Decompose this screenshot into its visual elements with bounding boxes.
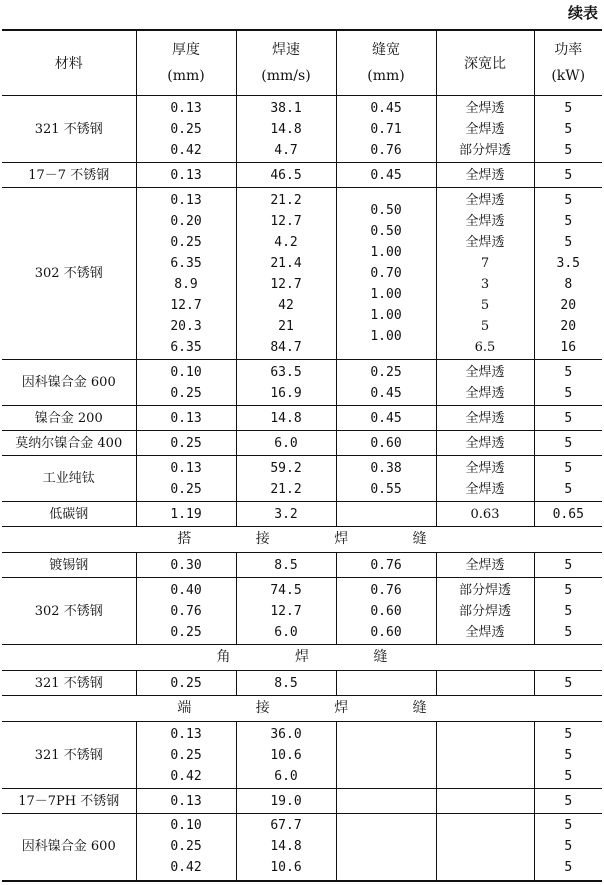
gap-text: 0.45 0.71 0.76 <box>370 100 402 158</box>
thickness-text: 0.13 0.25 0.42 <box>170 100 202 158</box>
section-heading-row <box>2 645 602 671</box>
thickness-text: 0.10 0.25 0.42 <box>170 818 202 876</box>
material-text: 17－7 不锈钢 <box>28 167 110 183</box>
gap-cell <box>336 722 436 789</box>
power-cell <box>534 553 602 578</box>
speed-cell <box>236 789 336 814</box>
speed-cell <box>236 163 336 188</box>
speed-cell <box>236 671 336 696</box>
header-power: 功率 (kW) <box>534 30 602 96</box>
speed-text: 38.1 14.8 4.7 <box>270 100 302 158</box>
thickness-cell <box>136 553 236 578</box>
ratio-text: 全焊透 <box>465 557 505 573</box>
speed-text: 74.5 12.7 6.0 <box>270 582 302 640</box>
power-cell <box>534 188 602 360</box>
thickness-text: 0.13 <box>170 167 202 183</box>
material-text: 321 不锈钢 <box>34 121 103 137</box>
power-cell <box>534 406 602 431</box>
header-speed: 焊速 (mm/s) <box>236 30 336 96</box>
speed-cell <box>236 553 336 578</box>
material-cell <box>2 96 136 163</box>
gap-text: 0.25 0.45 <box>370 364 402 401</box>
gap-cell <box>336 671 436 696</box>
thickness-text: 0.40 0.76 0.25 <box>170 582 202 640</box>
gap-cell <box>336 360 436 406</box>
header-ratio: 深宽比 <box>436 30 534 96</box>
section-heading-row <box>2 696 602 722</box>
material-cell <box>2 814 136 881</box>
material-text: 因科镍合金 600 <box>21 839 116 855</box>
material-cell <box>2 578 136 645</box>
material-cell <box>2 671 136 696</box>
ratio-cell <box>436 671 534 696</box>
thickness-cell <box>136 96 236 163</box>
ratio-cell <box>436 502 534 527</box>
ratio-cell <box>436 814 534 881</box>
thickness-text: 0.25 <box>170 675 202 691</box>
material-text: 因科镍合金 600 <box>21 375 116 390</box>
ratio-cell <box>436 163 534 188</box>
section-heading <box>2 645 602 671</box>
table-row <box>2 578 602 645</box>
thickness-cell <box>136 360 236 406</box>
speed-text: 59.2 21.2 <box>270 460 302 497</box>
speed-text: 46.5 <box>270 167 302 183</box>
table-row <box>2 553 602 578</box>
section-heading <box>2 696 602 722</box>
gap-cell <box>336 814 436 881</box>
header-material: 材料 <box>2 30 136 96</box>
power-text: 5 5 5 3.5 8 20 20 16 <box>556 192 580 355</box>
section-heading-text: 搭 接 焊 缝 <box>177 531 427 547</box>
speed-text: 67.7 14.8 10.6 <box>270 818 302 876</box>
gap-text: 0.76 <box>370 557 402 573</box>
material-text: 321 不锈钢 <box>34 675 103 691</box>
ratio-cell <box>436 360 534 406</box>
gap-text: 0.38 0.55 <box>370 460 402 497</box>
speed-text: 14.8 <box>270 410 302 426</box>
power-text: 5 <box>564 167 573 183</box>
material-cell <box>2 789 136 814</box>
speed-text: 36.0 10.6 6.0 <box>270 726 302 784</box>
speed-cell <box>236 814 336 881</box>
speed-cell <box>236 456 336 502</box>
gap-cell <box>336 553 436 578</box>
speed-text: 21.2 12.7 4.2 21.4 12.7 42 21 84.7 <box>270 192 302 355</box>
ratio-text: 部分焊透 部分焊透 全焊透 <box>458 582 511 640</box>
table-row <box>2 360 602 406</box>
section-heading-text: 端 接 焊 缝 <box>177 700 427 716</box>
speed-text: 19.0 <box>270 793 302 809</box>
speed-text: 3.2 <box>274 506 298 522</box>
speed-cell <box>236 722 336 789</box>
power-cell <box>534 163 602 188</box>
speed-text: 8.5 <box>274 675 298 691</box>
ratio-cell <box>436 553 534 578</box>
section-heading-row <box>2 527 602 553</box>
power-cell <box>534 578 602 645</box>
power-cell <box>534 502 602 527</box>
power-text: 5 5 5 <box>564 582 573 640</box>
header-gap: 缝宽 (mm) <box>336 30 436 96</box>
speed-text: 6.0 <box>274 435 298 451</box>
thickness-cell <box>136 163 236 188</box>
speed-cell <box>236 360 336 406</box>
power-text: 0.65 <box>552 506 584 522</box>
table-row <box>2 431 602 456</box>
speed-cell <box>236 406 336 431</box>
speed-text: 63.5 16.9 <box>270 364 302 401</box>
gap-cell <box>336 96 436 163</box>
speed-cell <box>236 188 336 360</box>
ratio-text: 全焊透 全焊透 <box>465 460 505 497</box>
gap-cell <box>336 163 436 188</box>
speed-cell <box>236 431 336 456</box>
gap-text: 0.76 0.60 0.60 <box>370 582 402 640</box>
material-cell <box>2 188 136 360</box>
ratio-text: 全焊透 <box>465 410 505 426</box>
power-text: 5 5 5 <box>564 100 573 158</box>
ratio-text: 全焊透 全焊透 全焊透 7 3 5 5 6.5 <box>465 192 505 355</box>
thickness-cell <box>136 188 236 360</box>
table-row <box>2 406 602 431</box>
speed-cell <box>236 502 336 527</box>
material-cell <box>2 456 136 502</box>
section-heading-text: 角 焊 缝 <box>216 649 388 665</box>
power-cell <box>534 96 602 163</box>
gap-cell <box>336 431 436 456</box>
section-heading <box>2 527 602 553</box>
material-text: 镀锡钢 <box>49 557 89 573</box>
power-text: 5 5 <box>564 364 573 401</box>
ratio-cell <box>436 96 534 163</box>
gap-cell <box>336 502 436 527</box>
speed-cell <box>236 578 336 645</box>
thickness-cell <box>136 578 236 645</box>
ratio-text: 全焊透 <box>465 435 505 451</box>
ratio-text: 全焊透 全焊透 <box>465 364 505 401</box>
thickness-text: 0.10 0.25 <box>170 364 202 401</box>
material-cell <box>2 502 136 527</box>
thickness-cell <box>136 814 236 881</box>
gap-text: 0.50 0.50 1.00 0.70 1.00 1.00 1.00 <box>370 203 402 344</box>
header-row <box>2 30 602 96</box>
power-cell <box>534 722 602 789</box>
gap-text: 0.45 <box>370 167 402 183</box>
material-cell <box>2 406 136 431</box>
thickness-cell <box>136 671 236 696</box>
power-cell <box>534 814 602 881</box>
table-row <box>2 722 602 789</box>
gap-cell <box>336 789 436 814</box>
material-text: 302 不锈钢 <box>34 266 103 281</box>
ratio-text: 全焊透 <box>465 167 505 183</box>
thickness-text: 1.19 <box>170 506 202 522</box>
continued-label: 续表 <box>567 4 598 22</box>
power-cell <box>534 360 602 406</box>
ratio-cell <box>436 789 534 814</box>
table-row <box>2 96 602 163</box>
table-row <box>2 671 602 696</box>
power-text: 5 5 5 <box>564 818 573 876</box>
material-cell <box>2 431 136 456</box>
power-cell <box>534 456 602 502</box>
thickness-cell <box>136 789 236 814</box>
gap-cell <box>336 188 436 360</box>
power-cell <box>534 671 602 696</box>
table-row <box>2 814 602 881</box>
table-row <box>2 163 602 188</box>
welding-parameters-table <box>2 29 602 882</box>
ratio-cell <box>436 406 534 431</box>
ratio-cell <box>436 456 534 502</box>
power-cell <box>534 789 602 814</box>
gap-text: 0.45 <box>370 410 402 426</box>
power-text: 5 <box>564 793 573 809</box>
ratio-cell <box>436 431 534 456</box>
material-text: 低碳钢 <box>49 506 89 522</box>
power-text: 5 <box>564 435 573 451</box>
thickness-text: 0.25 <box>170 435 202 451</box>
gap-text: 0.60 <box>370 435 402 451</box>
thickness-text: 0.13 <box>170 793 202 809</box>
thickness-cell <box>136 431 236 456</box>
thickness-text: 0.13 0.25 0.42 <box>170 726 202 784</box>
table-row <box>2 789 602 814</box>
material-cell <box>2 360 136 406</box>
material-cell <box>2 553 136 578</box>
ratio-cell <box>436 188 534 360</box>
thickness-text: 0.13 0.25 <box>170 460 202 497</box>
header-thickness: 厚度 (mm) <box>136 30 236 96</box>
power-text: 5 <box>564 557 573 573</box>
thickness-text: 0.13 0.20 0.25 6.35 8.9 12.7 20.3 6.35 <box>170 192 202 355</box>
power-text: 5 <box>564 675 573 691</box>
thickness-text: 0.13 <box>170 410 202 426</box>
speed-text: 8.5 <box>274 557 298 573</box>
thickness-cell <box>136 456 236 502</box>
thickness-cell <box>136 722 236 789</box>
thickness-cell <box>136 502 236 527</box>
material-text: 17－7PH 不锈钢 <box>18 793 120 809</box>
power-cell <box>534 431 602 456</box>
table-row <box>2 188 602 360</box>
material-text: 镍合金 200 <box>34 410 103 426</box>
gap-cell <box>336 578 436 645</box>
ratio-cell <box>436 578 534 645</box>
power-text: 5 5 <box>564 460 573 497</box>
material-cell <box>2 163 136 188</box>
material-cell <box>2 722 136 789</box>
ratio-text: 全焊透 全焊透 部分焊透 <box>458 100 511 158</box>
speed-cell <box>236 96 336 163</box>
thickness-text: 0.30 <box>170 557 202 573</box>
material-text: 321 不锈钢 <box>34 747 103 763</box>
gap-cell <box>336 406 436 431</box>
power-text: 5 <box>564 410 573 426</box>
table-row <box>2 456 602 502</box>
material-text: 工业纯钛 <box>42 471 95 486</box>
power-text: 5 5 5 <box>564 726 573 784</box>
thickness-cell <box>136 406 236 431</box>
material-text: 莫纳尔镍合金 400 <box>15 435 123 451</box>
ratio-cell <box>436 722 534 789</box>
ratio-text: 0.63 <box>470 506 500 522</box>
gap-cell <box>336 456 436 502</box>
table-row <box>2 502 602 527</box>
material-text: 302 不锈钢 <box>34 603 103 619</box>
